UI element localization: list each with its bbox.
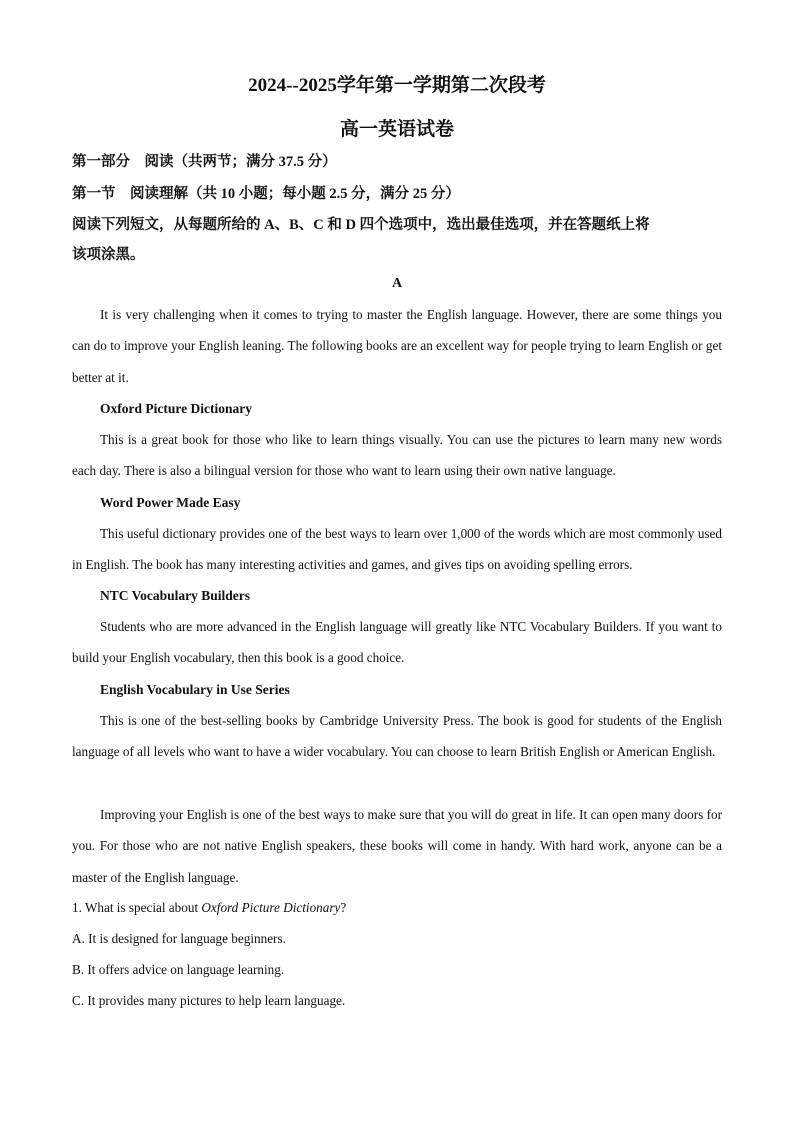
question-1-stem-prefix: 1. What is special about (72, 900, 202, 915)
exam-title: 2024--2025学年第一学期第二次段考 (248, 75, 546, 96)
book-text-1: This is a great book for those who like to learn things visually. You can use the pictures to learn many new words each day. There is also a bilingual version for those who want to learn using their own native language. (72, 432, 722, 479)
book-title-1: Oxford Picture Dictionary (100, 401, 252, 416)
book-title-4: English Vocabulary in Use Series (100, 682, 290, 697)
book-title-2: Word Power Made Easy (100, 495, 241, 510)
book-text-4: This is one of the best-selling books by Cambridge University Press. The book is good for students of the English language of all levels who want to have a wider vocabulary. You can choose to learn British English or American English. (72, 713, 722, 760)
question-1-option-b[interactable]: B. It offers advice on language learning. (72, 962, 285, 977)
exam-subtitle: 高一英语试卷 (339, 119, 454, 140)
subsection-heading: 第一节 阅读理解（共 10 小题；每小题 2.5 分，满分 25 分） (72, 186, 460, 202)
book-text-2: This useful dictionary provides one of the best ways to learn over 1,000 of the words which are most commonly used in English. The book has many interesting activities and games, and gives tips on avoiding spelling errors. (72, 526, 722, 573)
question-1-stem (72, 900, 346, 916)
instruction-line-2: 该项涂黑。 (72, 247, 145, 263)
instruction-line-1: 阅读下列短文，从每题所给的 A、B、C 和 D 四个选项中，选出最佳选项，并在答题纸上将 (72, 217, 650, 233)
question-1-stem-suffix: ? (340, 900, 347, 915)
book-text-3: Students who are more advanced in the English language will greatly like NTC Vocabulary Builders. If you want to build your English vocabulary, then this book is a good choice. (72, 619, 722, 666)
book-title-3: NTC Vocabulary Builders (100, 588, 251, 603)
passage-intro: It is very challenging when it comes to trying to master the English language. However, there are some things you can do to improve your English leaning. The following books are an excellent way for people trying to learn English or get better at it. (72, 307, 722, 385)
part-heading: 第一部分 阅读（共两节；满分 37.5 分） (72, 154, 337, 170)
question-1-stem-book: Oxford Picture Dictionary (201, 900, 341, 915)
passage-label: A (391, 276, 403, 291)
question-1-option-a[interactable]: A. It is designed for language beginners. (72, 931, 286, 946)
passage-conclusion: Improving your English is one of the best ways to make sure that you will do great in life. It can open many doors for you. For those who are not native English speakers, these books will come in handy. With hard work, anyone can be a master of the English language. (72, 807, 722, 885)
question-1-option-c[interactable]: C. It provides many pictures to help learn language. (72, 993, 346, 1008)
